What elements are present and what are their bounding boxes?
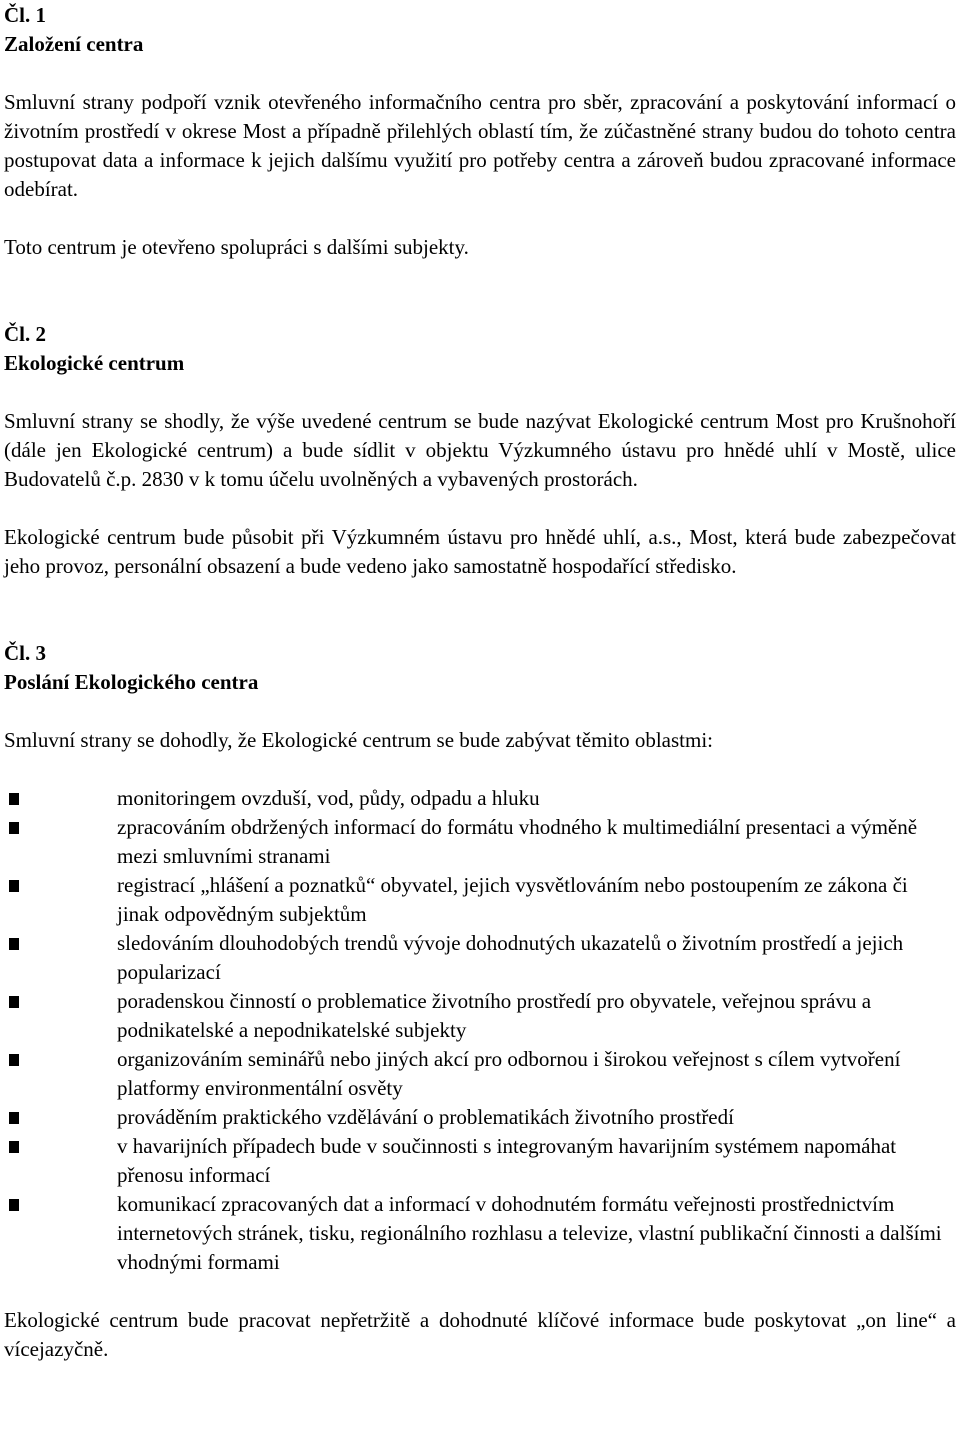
list-item [4,987,956,1045]
paragraph: Smluvní strany podpoří vznik otevřeného informačního centra pro sběr, zpracování a poskytování informací o životním prostředí v okrese Most a případně přilehlých oblastí tím, že zúčastněné strany budou do tohoto centra postupovat data a informace k jejich dalšímu využití pro potřeby centra a zároveň budou zpracované informace odebírat. [4,90,956,201]
article-number: Čl. 2 [4,322,46,346]
article-number: Čl. 1 [4,3,46,27]
square-bullet-icon [9,1054,19,1066]
square-bullet-icon [9,880,19,892]
list-item-text: zpracováním obdržených informací do formátu vhodného k multimediální presentaci a výměně mezi smluvními stranami [117,815,918,868]
list-item [4,871,956,929]
list-item [4,1103,956,1132]
square-bullet-icon [9,1112,19,1124]
list-item [4,929,956,987]
list-item [4,1190,956,1277]
list-item-text: v havarijních případech bude v součinnosti s integrovaným havarijním systémem napomáhat přenosu informací [117,1134,897,1187]
list-item-text: organizováním seminářů nebo jiných akcí pro odbornou i širokou veřejnost s cílem vytvoření platformy environmentální osvěty [117,1047,901,1100]
list-item [4,1132,956,1190]
square-bullet-icon [9,793,19,805]
paragraph: Smluvní strany se shodly, že výše uvedené centrum se bude nazývat Ekologické centrum Most pro Krušnohoří (dále jen Ekologické centrum) a bude sídlit v objektu Výzkumného ústavu pro hnědé uhlí v Mostě, ulice Budovatelů č.p. 2830 v k tomu účelu uvolněných a vybavených prostorách. [4,409,956,491]
square-bullet-icon [9,822,19,834]
list-item [4,813,956,871]
list-item-text: komunikací zpracovaných dat a informací v dohodnutém formátu veřejnosti prostřednictvím internetových stránek, tisku, regionálního rozhlasu a televize, vlastní publikační činnosti a dalšími vhodnými formami [117,1192,942,1274]
paragraph: Ekologické centrum bude pracovat nepřetržitě a dohodnuté klíčové informace bude poskytovat „on line“ a vícejazyčně. [4,1308,956,1361]
article-1 [4,1,956,262]
list-item-text: monitoringem ovzduší, vod, půdy, odpadu a hluku [117,786,540,810]
list-item [4,1045,956,1103]
square-bullet-icon [9,996,19,1008]
list-item-text: prováděním praktického vzdělávání o problematikách životního prostředí [117,1105,734,1129]
article-title: Ekologické centrum [4,351,185,375]
square-bullet-icon [9,1141,19,1153]
list-item [4,784,956,813]
list-item-text: poradenskou činností o problematice životního prostředí pro obyvatele, veřejnou správu a podnikatelské a nepodnikatelské subjekty [117,989,872,1042]
article-3 [4,639,956,1364]
list-item-text: registrací „hlášení a poznatků“ obyvatel, jejich vysvětlováním nebo postoupením ze zákona či jinak odpovědným subjektům [117,873,908,926]
square-bullet-icon [9,938,19,950]
paragraph: Toto centrum je otevřeno spolupráci s dalšími subjekty. [4,235,469,259]
article-title: Poslání Ekologického centra [4,670,259,694]
article-number: Čl. 3 [4,641,46,665]
square-bullet-icon [9,1199,19,1211]
list-item-text: sledováním dlouhodobých trendů vývoje dohodnutých ukazatelů o životním prostředí a jejich popularizací [117,931,904,984]
article-title: Založení centra [4,32,144,56]
bullet-list [4,784,956,1277]
paragraph: Smluvní strany se dohodly, že Ekologické centrum se bude zabývat těmito oblastmi: [4,728,713,752]
paragraph: Ekologické centrum bude působit při Výzkumném ústavu pro hnědé uhlí, a.s., Most, která bude zabezpečovat jeho provoz, personální obsazení a bude vedeno jako samostatně hospodařící středisko. [4,525,956,578]
article-2 [4,320,956,581]
